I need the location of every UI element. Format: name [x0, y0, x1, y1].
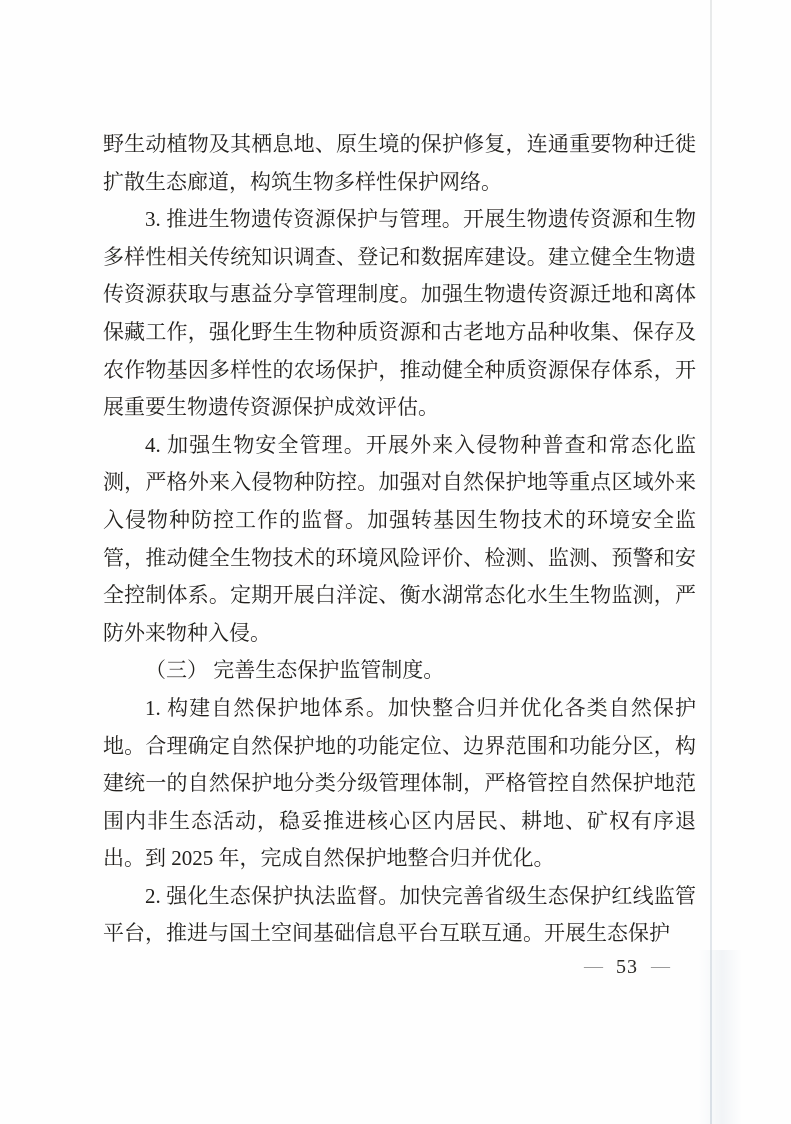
document-body — [103, 126, 696, 953]
paragraph: 2. 强化生态保护执法监督。加快完善省级生态保护红线监管平台，推进与国土空间基础信息平台互联互通。开展生态保护 — [103, 883, 696, 946]
footer-dash-right: — — [651, 956, 670, 977]
paragraph: 3. 推进生物遗传资源保护与管理。开展生物遗传资源和生物多样性相关传统知识调查、登记和数据库建设。建立健全生物遗传资源获取与惠益分享管理制度。加强生物遗传资源迁地和离体保藏工作，强化野生生物种质资源和古老地方品种收集、保存及农作物基因多样性的农场保护，推动健全种质资源保存体系，开展重要生物遗传资源保护成效评估。 — [103, 207, 696, 420]
scan-artifact-smudge — [698, 950, 742, 1124]
page-number: 53 — [616, 955, 638, 978]
paragraph: 1. 构建自然保护地体系。加快整合归并优化各类自然保护地。合理确定自然保护地的功能定位、边界范围和功能分区，构建统一的自然保护地分类分级管理体制，严格管控自然保护地范围内非生态活动，稳妥推进核心区内居民、耕地、矿权有序退出。到 2025 年，完成自然保护地整合归并优化。 — [103, 695, 696, 871]
paragraph: 4. 加强生物安全管理。开展外来入侵物种普查和常态化监测，严格外来入侵物种防控。加强对自然保护地等重点区域外来入侵物种防控工作的监督。加强转基因生物技术的环境安全监管，推动健全生物技术的环境风险评价、检测、监测、预警和安全控制体系。定期开展白洋淀、衡水湖常态化水生生物监测，严防外来物种入侵。 — [103, 432, 696, 645]
page-footer — [584, 953, 670, 981]
paragraph: 野生动植物及其栖息地、原生境的保护修复，连通重要物种迁徙扩散生态廊道，构筑生物多样性保护网络。 — [103, 132, 696, 194]
paragraph: （三） 完善生态保护监管制度。 — [145, 658, 445, 683]
footer-dash-left: — — [584, 956, 603, 977]
